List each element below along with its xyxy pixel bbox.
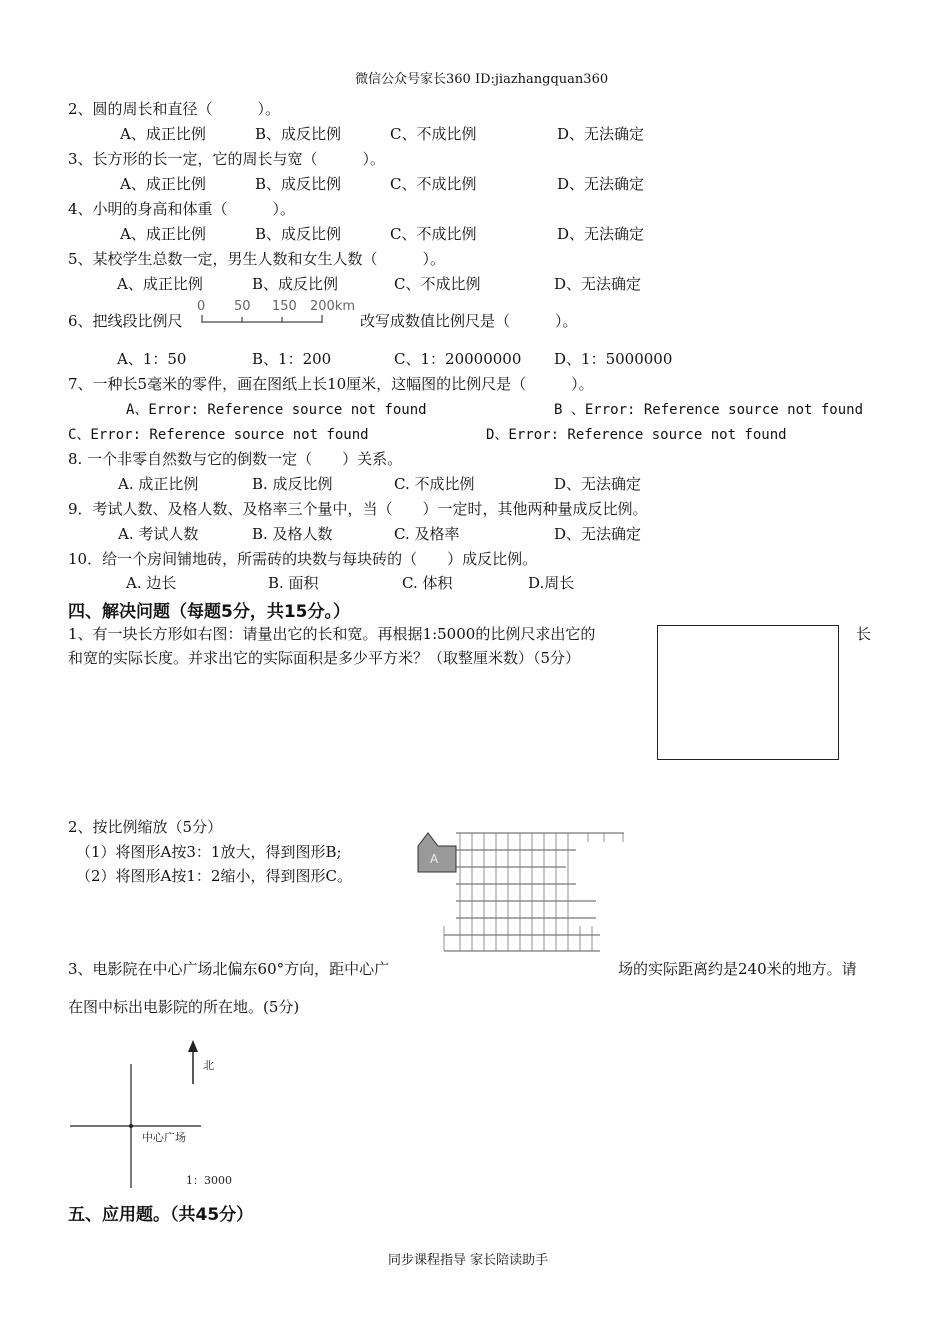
q7-option-b: B 、Error: Reference source not found [554,402,864,418]
q5-option-a: A、成正比例 [117,275,203,293]
q5-option-b: B、成反比例 [252,275,339,293]
question-8: 8. 一个非零自然数与它的倒数一定（ ）关系。 [68,450,403,468]
q10-option-a: A. 边长 [126,574,177,592]
q9-option-c: C. 及格率 [394,525,460,543]
direction-diagram [66,1038,266,1194]
question-5: 5、某校学生总数一定，男生人数和女生人数（ ）。 [68,250,446,268]
question-6-prefix: 6、把线段比例尺 [68,312,183,330]
q6-option-b: B、1：200 [252,350,332,368]
q7-option-a: A、Error: Reference source not found [126,402,427,418]
problem-3-line-2: 在图中标出电影院的所在地。(5分) [68,998,300,1016]
q2-option-c: C、不成比例 [390,125,477,143]
problem-1-line-2: 和宽的实际长度。并求出它的实际面积是多少平方米？（取整厘米数）（5分） [68,649,581,667]
q4-option-a: A、成正比例 [120,225,206,243]
scale-tick-200km: 200km [310,299,356,314]
scale-tick-0: 0 [197,299,206,314]
problem-3-line-1b: 场的实际距离约是240米的地方。请 [618,960,857,978]
question-2: 2、圆的周长和直径（ ）。 [68,100,281,118]
q2-option-d: D、无法确定 [557,125,645,143]
q3-option-a: A、成正比例 [120,175,206,193]
q10-option-b: B. 面积 [268,574,319,592]
q7-option-d: D、Error: Reference source not found [486,427,787,443]
q3-option-d: D、无法确定 [557,175,645,193]
question-4: 4、小明的身高和体重（ ）。 [68,200,296,218]
problem-2-instruction-1: （1）将图形A按3：1放大，得到图形B; [76,843,342,861]
q4-option-d: D、无法确定 [557,225,645,243]
shape-a-label: A [430,852,439,866]
problem-1-trailing-char: 长 [856,625,872,643]
q8-option-c: C. 不成比例 [394,475,475,493]
section-5-title: 五、应用题。（共45分） [68,1205,254,1225]
q6-option-c: C、1：20000000 [394,350,522,368]
q5-option-d: D、无法确定 [554,275,642,293]
q8-option-b: B. 成反比例 [252,475,333,493]
question-7: 7、一种长5毫米的零件，画在图纸上长10厘米，这幅图的比例尺是（ ）。 [68,375,594,393]
map-ratio-label: 1：3000 [186,1174,232,1187]
question-3: 3、长方形的长一定，它的周长与宽（ ）。 [68,150,386,168]
center-square-label: 中心广场 [142,1131,186,1144]
q8-option-a: A. 成正比例 [118,475,199,493]
north-label: 北 [203,1059,214,1072]
line-scale-figure [194,296,358,328]
problem-3-line-1a: 3、电影院在中心广场北偏东60°方向，距中心广 [68,960,390,978]
q3-option-c: C、不成比例 [390,175,477,193]
scale-tick-150: 150 [272,299,297,314]
q5-option-c: C、不成比例 [394,275,481,293]
scaling-grid-figure [416,830,628,954]
q3-option-b: B、成反比例 [255,175,342,193]
q10-option-c: C. 体积 [402,574,453,592]
scale-tick-50: 50 [234,299,251,314]
problem-2-instruction-2: （2）将图形A按1：2缩小，得到图形C。 [76,867,352,885]
page-footer: 同步课程指导 家长陪读助手 [388,1253,549,1268]
page-header: 微信公众号家长360 ID:jiazhangquan360 [355,72,609,87]
problem-2-title: 2、按比例缩放（5分） [68,818,223,836]
q10-option-d: D.周长 [528,574,575,592]
q7-option-c: C、Error: Reference source not found [68,427,369,443]
q2-option-b: B、成反比例 [255,125,342,143]
question-10: 10．给一个房间铺地砖，所需砖的块数与每块砖的（ ）成反比例。 [68,550,538,568]
q6-option-d: D、1：5000000 [554,350,673,368]
problem-1-line-1: 1、有一块长方形如右图：请量出它的长和宽。再根据1:5000的比例尺求出它的 [68,625,596,643]
rectangle-figure [657,625,839,760]
q9-option-d: D、无法确定 [554,525,642,543]
q6-option-a: A、1：50 [117,350,187,368]
section-4-title: 四、解决问题（每题5分，共15分。） [68,602,350,622]
q9-option-a: A. 考试人数 [118,525,199,543]
q2-option-a: A、成正比例 [120,125,206,143]
q9-option-b: B. 及格人数 [252,525,333,543]
q8-option-d: D、无法确定 [554,475,642,493]
q4-option-b: B、成反比例 [255,225,342,243]
question-9: 9．考试人数、及格人数、及格率三个量中，当（ ）一定时，其他两种量成反比例。 [68,500,648,518]
q4-option-c: C、不成比例 [390,225,477,243]
question-6-suffix: 改写成数值比例尺是（ ）。 [360,312,578,330]
